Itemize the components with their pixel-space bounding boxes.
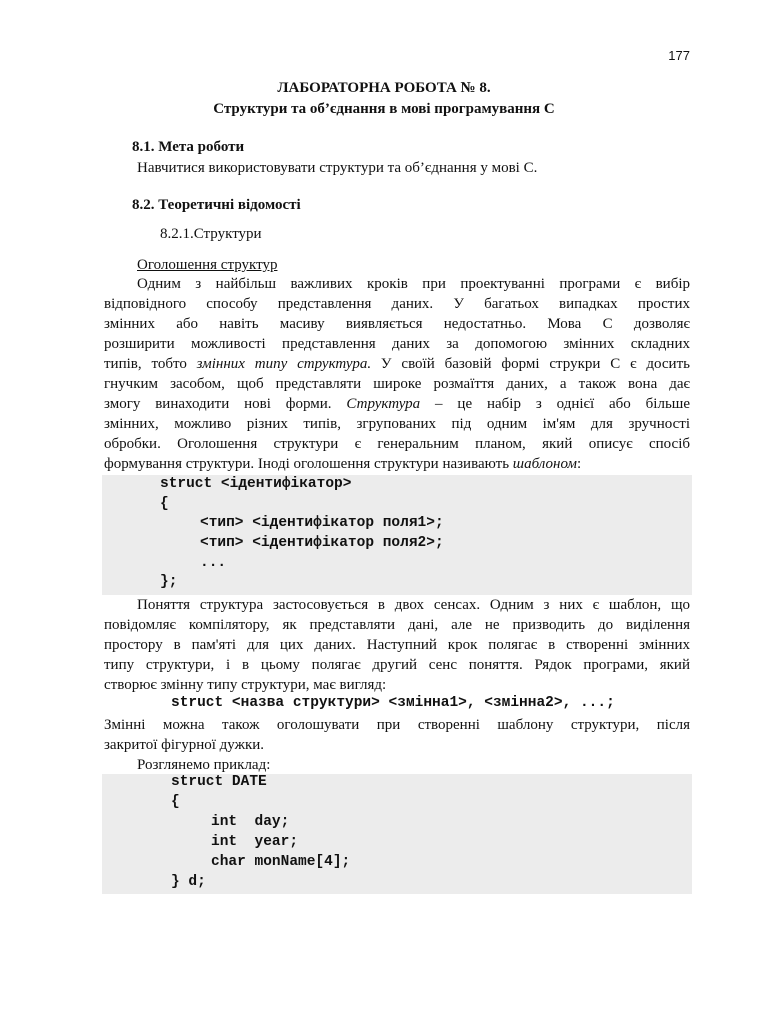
code-line: struct <ідентифікатор> <box>160 476 352 492</box>
paragraph-line: закритої фігурної дужки. <box>104 737 265 753</box>
text-run: формування структури. Іноді оголошення структури називають <box>104 456 513 472</box>
paragraph-line <box>104 354 690 374</box>
code-line-inline: struct <назва структури> <змінна1>, <змінна2>, ...; <box>171 695 615 711</box>
paragraph-line: повідомляє компілятору, як представляти дані, але не призводить до виділення <box>104 617 690 633</box>
section-heading-goal: 8.1. Мета роботи <box>132 139 245 155</box>
code-line: struct DATE <box>171 774 267 790</box>
code-line: { <box>160 496 169 512</box>
paragraph-line: Поняття структура застосовується в двох сенсах. Одним з них є шаблон, що <box>137 597 690 613</box>
paragraph-line: гнучким засобом, щоб представляти широке розмаїття даних, а також вона дає <box>104 376 690 392</box>
page-subtitle: Структури та об’єднання в мові програмування С <box>213 101 555 117</box>
paragraph-line: типу структури, і в цьому полягає другий сенс поняття. Рядок програми, який <box>104 657 690 673</box>
text-run: – це набір з однієї або більше <box>420 396 690 412</box>
italic-term: Структура <box>346 396 421 412</box>
paragraph-line: створює змінну типу структури, має вигляд: <box>104 677 387 693</box>
text-run: змогу винаходити нові форми. <box>104 396 347 412</box>
section-heading-theory: 8.2. Теоретичні відомості <box>132 197 301 213</box>
page-number: 177 <box>668 48 690 63</box>
code-line: int year; <box>211 834 299 850</box>
paragraph-line: відповідного способу представлення даних. У багатьох випадках простих <box>104 296 690 312</box>
subsection-heading-structs: 8.2.1.Структури <box>160 226 262 242</box>
paragraph-line <box>104 454 690 474</box>
code-line: <тип> <ідентифікатор поля1>; <box>200 515 444 531</box>
page-title: ЛАБОРАТОРНА РОБОТА № 8. <box>277 80 491 96</box>
paragraph-line <box>104 394 690 414</box>
paragraph-line: Одним з найбільш важливих кроків при проектуванні програми є вибір <box>137 276 690 292</box>
italic-term: шаблоном <box>512 456 577 472</box>
paragraph-line: розширити можливості представлення даних за допомогою змінних складних <box>104 336 690 352</box>
paragraph-line: обробки. Оголошення структури є генеральним планом, який описує спосіб <box>104 436 690 452</box>
code-line: { <box>171 794 180 810</box>
text-run: У своїй базовій формі струкри С є досить <box>371 356 690 372</box>
code-line: int day; <box>211 814 290 830</box>
underlined-heading: Оголошення структур <box>137 257 278 273</box>
paragraph-line: Розглянемо приклад: <box>137 757 271 773</box>
paragraph-line: простору в пам'яті для цих даних. Наступний крок полягає в створенні змінних <box>104 637 690 653</box>
code-line: <тип> <ідентифікатор поля2>; <box>200 535 444 551</box>
code-line: ... <box>200 555 227 571</box>
goal-text: Навчитися використовувати структури та об’єднання у мові С. <box>137 160 538 176</box>
code-line: } d; <box>171 874 206 890</box>
paragraph-line: змінних, можливо різних типів, згрупованих під одним ім'ям для зручності <box>104 416 690 432</box>
text-run: : <box>576 456 582 472</box>
code-line: }; <box>160 574 178 590</box>
italic-term: змінних типу структура. <box>196 356 372 372</box>
paragraph-line: змінних або навіть масиву виявляється недостатньо. Мова С дозволяє <box>104 316 690 332</box>
code-line: char monName[4]; <box>211 854 351 870</box>
paragraph-line: Змінні можна також оголошувати при створенні шаблону структури, після <box>104 717 690 733</box>
text-run: типів, тобто <box>104 356 197 372</box>
